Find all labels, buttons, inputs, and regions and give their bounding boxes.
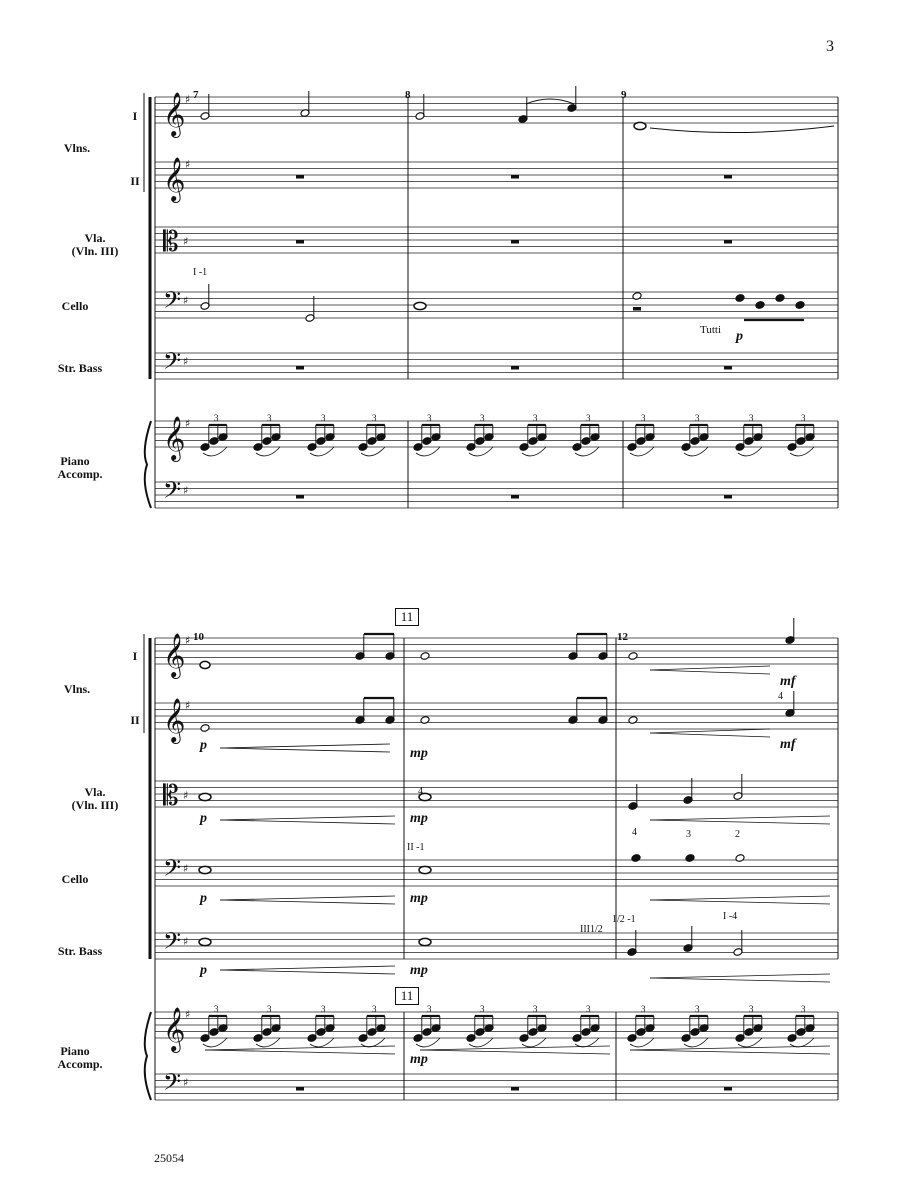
fingering: 4	[632, 827, 637, 838]
triplet-number: 3	[641, 1004, 646, 1014]
notehead	[632, 292, 642, 301]
crescendo-hairpin	[220, 744, 390, 748]
whole-note	[419, 866, 431, 873]
crescendo-hairpin	[650, 896, 830, 900]
triplet-number: 3	[267, 413, 272, 423]
whole-rest	[511, 495, 519, 499]
triplet-number: 3	[267, 1004, 272, 1014]
crescendo-hairpin	[650, 666, 770, 670]
triplet-number: 3	[372, 1004, 377, 1014]
treble-clef: 𝄞	[163, 633, 186, 677]
whole-note	[634, 122, 646, 129]
measure-number: 9	[621, 89, 627, 101]
whole-note	[199, 938, 211, 945]
notehead	[200, 724, 210, 733]
crescendo-hairpin	[220, 966, 395, 970]
crescendo-hairpin	[650, 900, 830, 904]
label-viola: Vla.	[84, 785, 106, 799]
key-signature: ♯	[183, 935, 189, 948]
treble-clef: 𝄞	[163, 416, 186, 460]
dynamic-mp: mp	[410, 811, 428, 826]
key-signature: ♯	[183, 789, 189, 802]
key-signature: ♯	[183, 484, 189, 497]
bass-clef: 𝄢	[163, 347, 182, 380]
label-viola-alt: (Vln. III)	[71, 244, 119, 258]
dynamic-p: p	[200, 738, 207, 753]
treble-clef: 𝄞	[163, 1007, 186, 1051]
dynamic-mf: mf	[780, 674, 796, 689]
treble-clef: 𝄞	[163, 698, 186, 742]
triplet-number: 3	[749, 1004, 754, 1014]
triplet-number: 3	[749, 413, 754, 423]
key-signature: ♯	[185, 158, 191, 171]
whole-note	[419, 938, 431, 945]
key-signature: ♯	[185, 93, 191, 106]
crescendo-hairpin	[205, 1046, 395, 1050]
whole-rest	[296, 175, 304, 179]
whole-rest	[633, 307, 641, 311]
key-signature: ♯	[183, 862, 189, 875]
fingering: 4	[778, 691, 783, 702]
rehearsal-mark: 11	[395, 608, 419, 626]
bass-clef: 𝄢	[163, 927, 182, 960]
bass-position-marking: I -4	[723, 911, 738, 922]
triplet-number: 3	[586, 413, 591, 423]
triplet-number: 3	[321, 1004, 326, 1014]
half-note	[200, 661, 210, 668]
bass-clef: 𝄢	[163, 854, 182, 887]
bass-position-marking: 1/2 -1	[612, 914, 636, 925]
label-piano: Piano	[60, 1044, 90, 1058]
label-bass: Str. Bass	[57, 361, 103, 375]
label-viola-alt: (Vln. III)	[71, 798, 119, 812]
whole-note	[414, 302, 426, 309]
whole-rest	[296, 1087, 304, 1091]
triplet-number: 3	[321, 413, 326, 423]
triplet-number: 3	[641, 413, 646, 423]
whole-rest	[296, 366, 304, 370]
key-signature: ♯	[183, 1076, 189, 1089]
key-signature: ♯	[185, 634, 191, 647]
key-signature: ♯	[185, 699, 191, 712]
dynamic-mp: mp	[410, 963, 428, 978]
crescendo-hairpin	[220, 820, 395, 824]
treble-clef: 𝄞	[163, 92, 186, 136]
triplet-number: 3	[533, 1004, 538, 1014]
bass-clef: 𝄢	[163, 1068, 182, 1101]
notehead	[420, 652, 430, 661]
dynamic-p: p	[200, 891, 207, 906]
crescendo-hairpin	[220, 896, 395, 900]
triplet-number: 3	[372, 413, 377, 423]
triplet-number: 3	[214, 413, 219, 423]
tutti-marking: Tutti	[700, 324, 722, 336]
whole-rest	[724, 495, 732, 499]
triplet-number: 3	[586, 1004, 591, 1014]
whole-rest	[724, 240, 732, 244]
key-signature: ♯	[185, 1008, 191, 1021]
dynamic-p: p	[736, 329, 743, 344]
fingering: 2	[735, 829, 740, 840]
notehead	[755, 301, 765, 310]
crescendo-hairpin	[630, 1050, 830, 1054]
crescendo-hairpin	[420, 1046, 610, 1050]
bass-position-marking: III1/2	[580, 924, 603, 935]
crescendo-hairpin	[220, 900, 395, 904]
crescendo-hairpin	[650, 978, 830, 982]
notehead	[420, 716, 430, 725]
label-piano-accomp: Accomp.	[57, 1057, 103, 1071]
notehead	[735, 294, 745, 303]
triplet-number: 3	[695, 1004, 700, 1014]
catalog-number: 25054	[154, 1151, 184, 1165]
triplet-number: 3	[427, 413, 432, 423]
triplet-number: 3	[801, 1004, 806, 1014]
page-number: 3	[826, 38, 834, 55]
key-signature: ♯	[183, 355, 189, 368]
dynamic-mp: mp	[410, 746, 428, 761]
notehead	[628, 652, 638, 661]
whole-rest	[724, 175, 732, 179]
cello-position-marking: I -1	[193, 267, 208, 278]
triplet-number: 3	[214, 1004, 219, 1014]
label-violin-1: I	[132, 109, 138, 123]
key-signature: ♯	[183, 294, 189, 307]
dynamic-p: p	[200, 811, 207, 826]
label-piano-accomp: Accomp.	[57, 467, 103, 481]
staves	[144, 92, 838, 1101]
triplet-number: 3	[695, 413, 700, 423]
triplet-number: 3	[480, 413, 485, 423]
measure-number: 7	[193, 89, 199, 101]
notehead	[685, 854, 695, 863]
label-violins: Vlns.	[63, 141, 91, 155]
whole-rest	[511, 1087, 519, 1091]
whole-note	[199, 793, 211, 800]
whole-rest	[296, 495, 304, 499]
crescendo-hairpin	[420, 1050, 610, 1054]
triplet-number: 3	[427, 1004, 432, 1014]
whole-rest	[296, 240, 304, 244]
fingering: 3	[686, 829, 691, 840]
measure-number: 12	[617, 631, 628, 643]
piano-brace	[145, 421, 151, 508]
crescendo-hairpin	[650, 816, 830, 820]
label-violin-1: I	[132, 649, 138, 663]
crescendo-hairpin	[220, 970, 395, 974]
notehead	[775, 294, 785, 303]
cello-position-marking: II -1	[407, 842, 425, 853]
notehead	[795, 301, 805, 310]
bass-clef: 𝄢	[163, 286, 182, 319]
label-violin-2: II	[130, 174, 140, 188]
dynamic-mp: mp	[410, 891, 428, 906]
triplet-number: 3	[480, 1004, 485, 1014]
measure-number: 8	[405, 89, 411, 101]
crescendo-hairpin	[650, 733, 770, 737]
whole-rest	[511, 175, 519, 179]
label-cello: Cello	[61, 872, 89, 886]
label-violins: Vlns.	[63, 682, 91, 696]
whole-note	[199, 866, 211, 873]
crescendo-hairpin	[220, 816, 395, 820]
crescendo-hairpin	[650, 974, 830, 978]
triplet-number: 3	[533, 413, 538, 423]
label-violin-2: II	[130, 713, 140, 727]
label-cello: Cello	[61, 299, 89, 313]
whole-rest	[511, 240, 519, 244]
treble-clef: 𝄞	[163, 157, 186, 201]
crescendo-hairpin	[650, 729, 770, 733]
notehead	[735, 854, 745, 863]
alto-clef: 𝄡	[163, 225, 179, 258]
crescendo-hairpin	[650, 670, 770, 674]
key-signature: ♯	[185, 417, 191, 430]
triplet-number: 3	[801, 413, 806, 423]
alto-clef: 𝄡	[163, 779, 179, 812]
fingering: 4	[418, 786, 423, 797]
dynamic-mf: mf	[780, 737, 796, 752]
crescendo-hairpin	[205, 1050, 395, 1054]
bass-clef: 𝄢	[163, 476, 182, 509]
dynamic-mp: mp	[410, 1052, 428, 1067]
crescendo-hairpin	[630, 1046, 830, 1050]
dynamic-p: p	[200, 963, 207, 978]
piano-brace	[145, 1012, 151, 1100]
crescendo-hairpin	[650, 820, 830, 824]
label-bass: Str. Bass	[57, 944, 103, 958]
whole-rest	[724, 1087, 732, 1091]
key-signature: ♯	[183, 235, 189, 248]
tie	[650, 126, 834, 133]
crescendo-hairpin	[220, 748, 390, 752]
label-viola: Vla.	[84, 231, 106, 245]
label-piano: Piano	[60, 454, 90, 468]
whole-rest	[724, 366, 732, 370]
rehearsal-mark: 11	[395, 987, 419, 1005]
notehead	[628, 716, 638, 725]
whole-rest	[511, 366, 519, 370]
notehead	[631, 854, 641, 863]
measure-number: 10	[193, 631, 204, 643]
